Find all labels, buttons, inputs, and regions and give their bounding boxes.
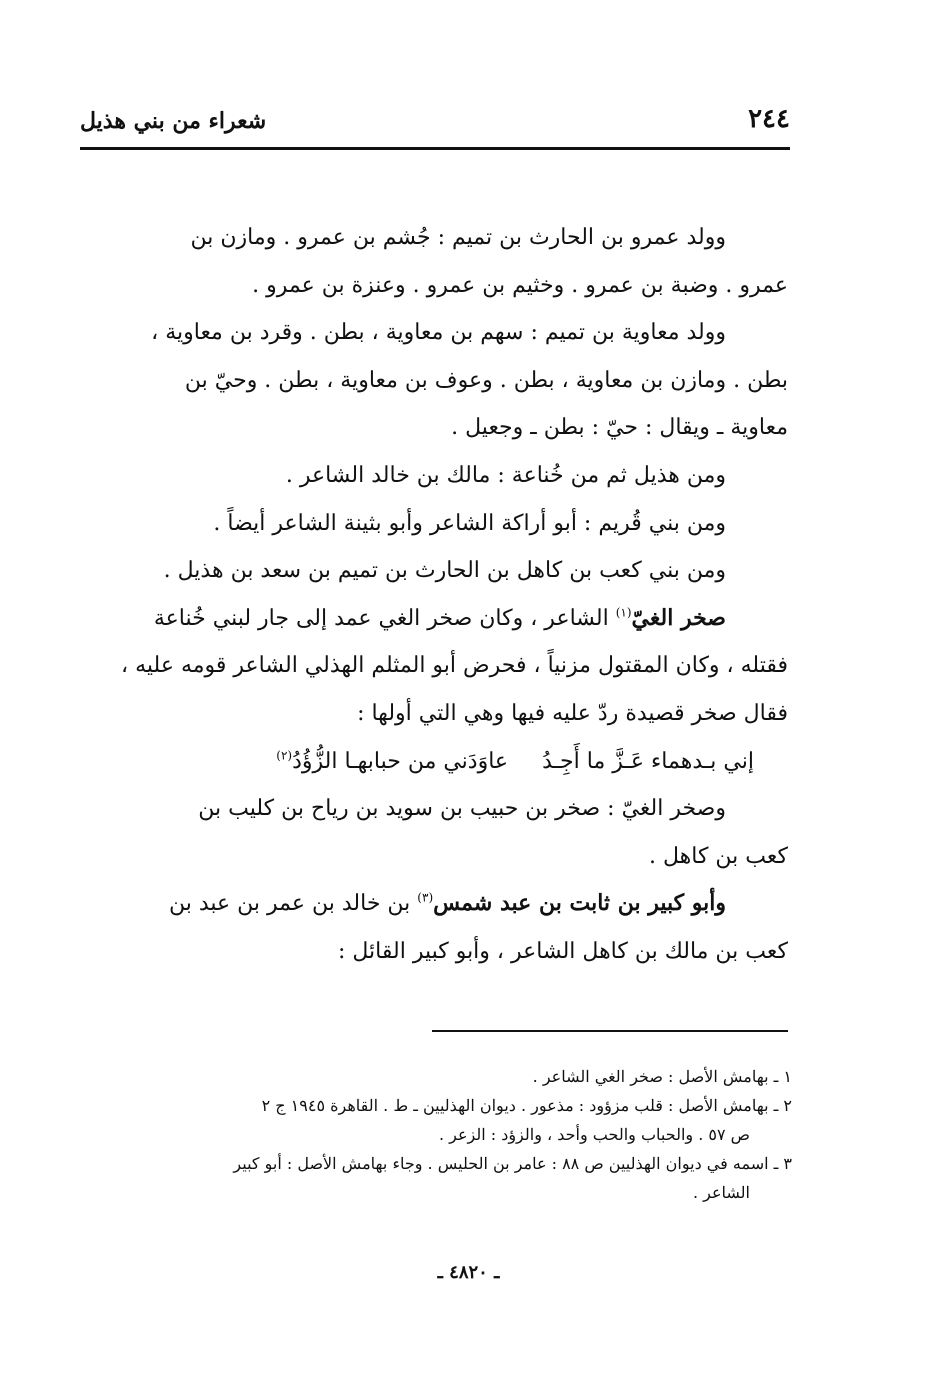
footnote-marker: (١) [615,605,632,620]
text-line: بطن . ومازن بن معاوية ، بطن . وعوف بن معاوية ، بطن . وحيّ بن [184,367,788,393]
text-line [93,880,788,928]
body-text [93,214,788,976]
footnote-3: ٣ ـ اسمه في ديوان الهذليين ص ٨٨ : عامر بن الحليس . وجاء بهامش الأصل : أبو كبير [233,1154,792,1173]
text-line [93,595,788,643]
text-line: ومن بني قُريم : أبو أراكة الشاعر وأبو بثينة الشاعر أيضاً . [213,510,726,536]
verse-second-hemistich: عاوَدَني من حبابهـا الزُّؤُدُ [292,748,509,774]
footnote-marker: (٢) [276,748,293,763]
text-fragment: الشاعر ، وكان صخر الغي عمد إلى جار لبني خُناعة [153,605,616,631]
paragraph-muawiya-sons [93,309,788,452]
footnote-marker: (٣) [417,890,434,905]
text-fragment: بن خالد بن عمر بن عبد بن [169,891,418,917]
paragraph-sakhr-lineage [93,785,788,880]
text-line: معاوية ـ ويقال : حيّ : بطن ـ وجعيل . [451,415,788,441]
poet-name-sakhr: صخر الغيّ [631,604,726,631]
paragraph-sakhr [93,595,788,738]
text-line: عمرو . وضبة بن عمرو . وخثيم بن عمرو . وعنزة بن عمرو . [252,272,788,298]
verse-first-hemistich: إني بـدهماء عَـزَّ ما أَجِـدُ [542,748,754,774]
header-page-number: ٢٤٤ [748,104,790,134]
text-line: فقتله ، وكان المقتول مزنياً ، فحرض أبو المثلم الهذلي الشاعر قومه عليه ، [121,653,788,679]
paragraph-abu-kabir [93,880,788,975]
footnotes [80,1062,792,1207]
paragraph-quraym [93,500,788,548]
header-rule [80,147,790,150]
header-title: شعراء من بني هذيل [80,108,267,134]
poet-name-abu-kabir: وأبو كبير بن ثابت بن عبد شمس [433,890,726,917]
bottom-page-number: ـ ٤٨٢٠ ـ [437,1262,500,1283]
footnote-3-continued: الشاعر . [692,1183,750,1202]
footnote-2: ٢ ـ بهامش الأصل : قلب مزؤود : مذعور . ديوان الهذليين ـ ط . القاهرة ١٩٤٥ ج ٢ [261,1096,792,1115]
paragraph-khunaa [93,452,788,500]
poem-verse [93,738,788,786]
text-line: فقال صخر قصيدة ردّ عليه فيها وهي التي أولها : [357,700,788,726]
running-header [80,104,790,144]
text-line: ومن هذيل ثم من خُناعة : مالك بن خالد الشاعر . [285,462,726,488]
paragraph-amr-sons [93,214,788,309]
text-line: ومن بني كعب بن كاهل بن الحارث بن تميم بن سعد بن هذيل . [163,558,726,584]
text-line: وولد معاوية بن تميم : سهم بن معاوية ، بطن . وقرد بن معاوية ، [151,320,726,346]
text-line: كعب بن مالك بن كاهل الشاعر ، وأبو كبير القائل : [337,938,788,964]
text-line: وولد عمرو بن الحارث بن تميم : جُشم بن عمرو . ومازن بن [190,225,726,250]
text-line: كعب بن كاهل . [649,843,788,869]
paragraph-kaab [93,547,788,595]
footnote-2-continued: ص ٥٧ . والحباب والحب وأحد ، والزؤد : الزعر . [438,1125,750,1144]
footnote-1: ١ ـ بهامش الأصل : صخر الغي الشاعر . [532,1067,792,1086]
text-line: وصخر الغيّ : صخر بن حبيب بن سويد بن رياح بن كليب بن [198,796,726,822]
footnote-rule [432,1030,788,1032]
